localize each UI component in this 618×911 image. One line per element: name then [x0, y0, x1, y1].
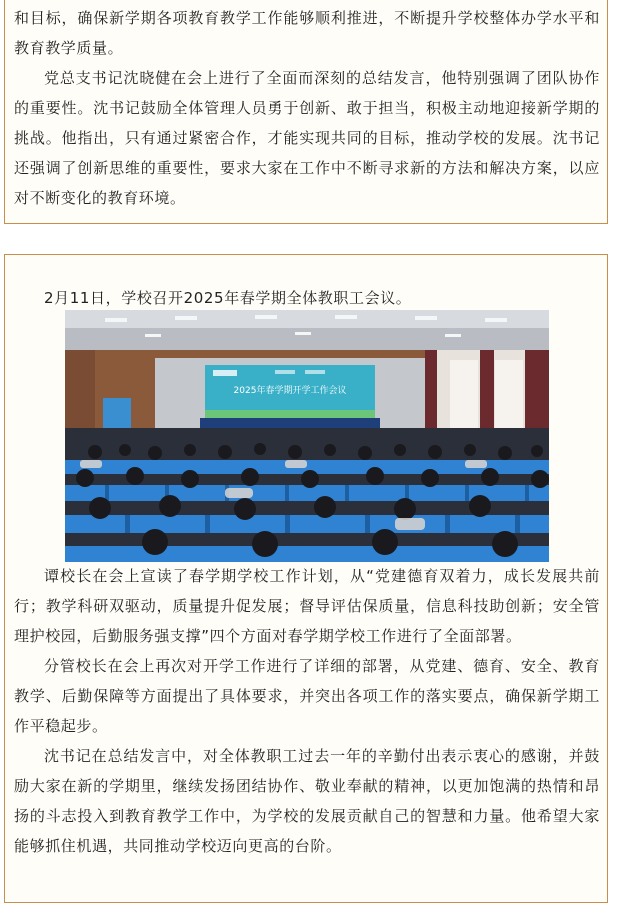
paragraph-continuation: 和目标，确保新学期各项教育教学工作能够顺利推进，不断提升学校整体办学水平和教育教学质量。: [14, 9, 600, 57]
screen-title: 2025年春学期开学工作会议: [233, 386, 347, 396]
section-text: [14, 3, 600, 213]
article-section-top: [4, 0, 608, 224]
paragraph-principal-plan: 谭校长在会上宣读了春学期学校工作计划，从“党建德育双着力，成长发展共前行；教学科研双驱动，质量提升促发展；督导评估保质量，信息科技助创新；安全管理护校园，后勤服务强支撑”四个方面对春学期学校工作进行了全面部署。: [14, 567, 600, 645]
meeting-intro: 2月11日，学校召开2025年春学期全体教职工会议。: [44, 289, 412, 307]
section-text: [14, 561, 600, 861]
paragraph-vice-principal: 分管校长在会上再次对开学工作进行了详细的部署，从党建、德育、安全、教育教学、后勤保障等方面提出了具体要求，并突出各项工作的落实要点，确保新学期工作平稳起步。: [14, 657, 600, 735]
article-section-bottom: [4, 254, 608, 903]
meeting-photo-illustration: [65, 310, 549, 562]
paragraph-secretary-summary: 沈书记在总结发言中，对全体教职工过去一年的辛勤付出表示衷心的感谢，并鼓励大家在新的学期里，继续发扬团结协作、敬业奉献的精神，以更加饱满的热情和昂扬的斗志投入到教育教学工作中，为学校的发展贡献自己的智慧和力量。他希望大家能够抓住机遇，共同推动学校迈向更高的台阶。: [14, 747, 600, 855]
paragraph-secretary-speech: 党总支书记沈晓健在会上进行了全面而深刻的总结发言，他特别强调了团队协作的重要性。沈书记鼓励全体管理人员勇于创新、敢于担当，积极主动地迎接新学期的挑战。他指出，只有通过紧密合作，才能实现共同的目标，推动学校的发展。沈书记还强调了创新思维的重要性，要求大家在工作中不断寻求新的方法和解决方案，以应对不断变化的教育环境。: [14, 69, 600, 207]
meeting-photo: [65, 310, 549, 562]
